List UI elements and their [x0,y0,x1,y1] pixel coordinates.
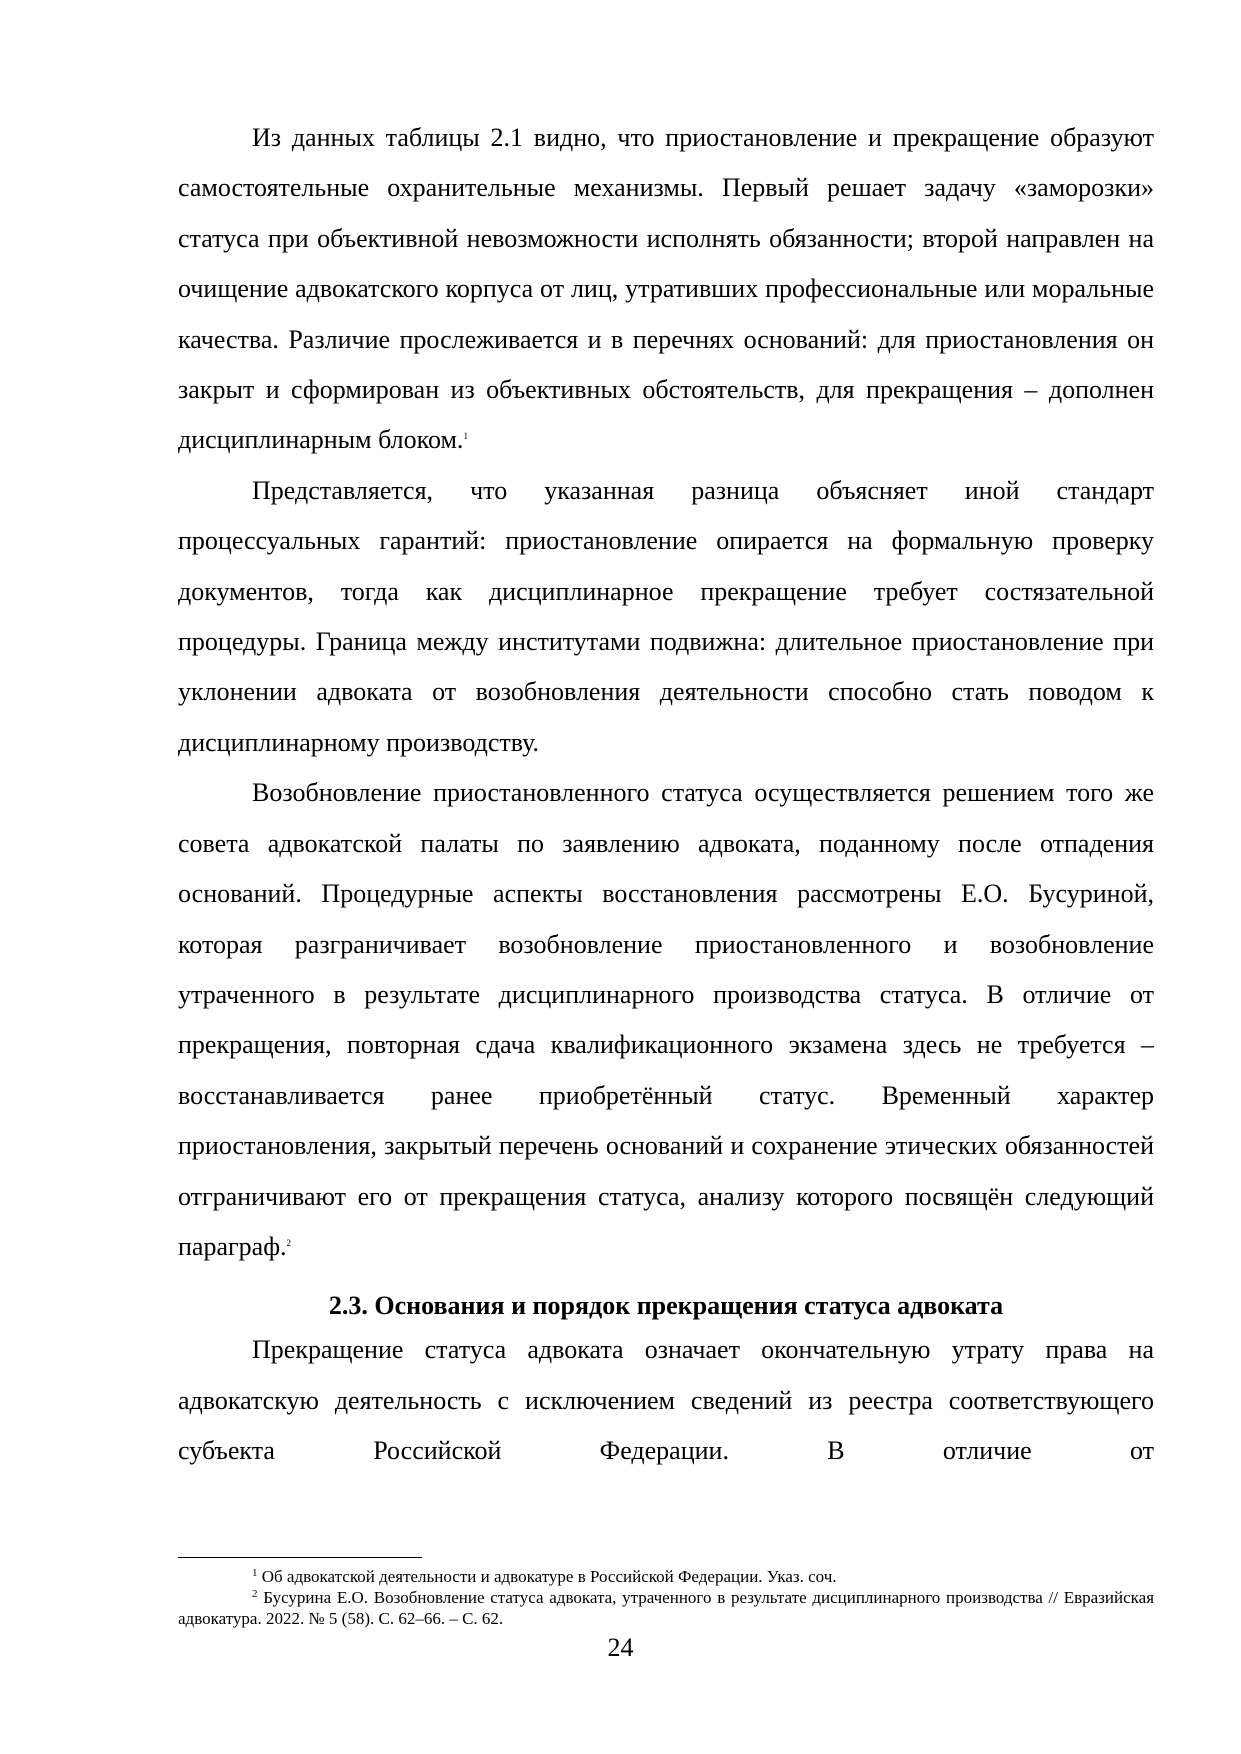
section-heading: 2.3. Основания и порядок прекращения статуса адвоката [328,1291,1004,1321]
footnote [178,1566,1154,1587]
body-text [178,113,1154,1477]
footnote-reference[interactable]: 2 [286,1237,292,1248]
footnote [178,1587,1154,1629]
page-number: 24 [607,1633,634,1662]
footnote-text: Об адвокатской деятельности и адвокатуре в Российской Федерации. Указ. соч. [261,1567,837,1586]
footnotes [178,1557,1154,1629]
paragraph [178,466,1154,768]
paragraph [178,768,1154,1272]
paragraph-text: Представляется, что указанная разница объясняет иной стандарт процессуальных гарантий: приостановление опирается на формальную проверку документов, тогда как дисциплинарное прекращение требует состязательной процедуры. Граница между институтами подвижна: длительное приостановление при уклонении адвоката от возобновления деятельности способно стать поводом к дисциплинарному производству. [178,475,1154,757]
footnote-number: 1 [252,1567,258,1579]
footnote-number: 2 [252,1588,258,1600]
paragraph-text: Из данных таблицы 2.1 видно, что приостановление и прекращение образуют самостоятельные охранительные механизмы. Первый решает задачу «заморозки» статуса при объективной невозможности исполнять обязанности; второй направлен на очищение адвокатского корпуса от лиц, утративших профессиональные или моральные качества. Различие прослеживается и в перечнях оснований: для приостановления он закрыт и сформирован из объективных обстоятельств, для прекращения – дополнен дисциплинарным блоком. [178,123,1154,455]
paragraph-text: Прекращение статуса адвоката означает окончательную утрату права на адвокатскую деятельность с исключением сведений из реестра соответствующего субъекта Российской Федерации. В отличие от [178,1335,1154,1466]
footnote-text: Бусурина Е.О. Возобновление статуса адвоката, утраченного в результате дисциплинарного производства // Евразийская адвокатура. 2022. № 5 (58). С. 62–66. – С. 62. [178,1588,1155,1628]
paragraph [178,113,1154,466]
paragraph-text: Возобновление приостановленного статуса осуществляется решением того же совета адвокатской палаты по заявлению адвоката, поданному после отпадения оснований. Процедурные аспекты восстановления рассмотрены Е.О. Бусуриной, которая разграничивает возобновление приостановленного и возобновление утраченного в результате дисциплинарного производства статуса. В отличие от прекращения, повторная сдача квалификационного экзамена здесь не требуется – восстанавливается ранее приобретённый статус. Временный характер приостановления, закрытый перечень оснований и сохранение этических обязанностей отграничивают его от прекращения статуса, анализу которого посвящён следующий параграф. [178,778,1154,1261]
footnote-separator [178,1557,422,1558]
footnote-reference[interactable]: 1 [463,431,468,442]
paragraph [178,1325,1154,1476]
